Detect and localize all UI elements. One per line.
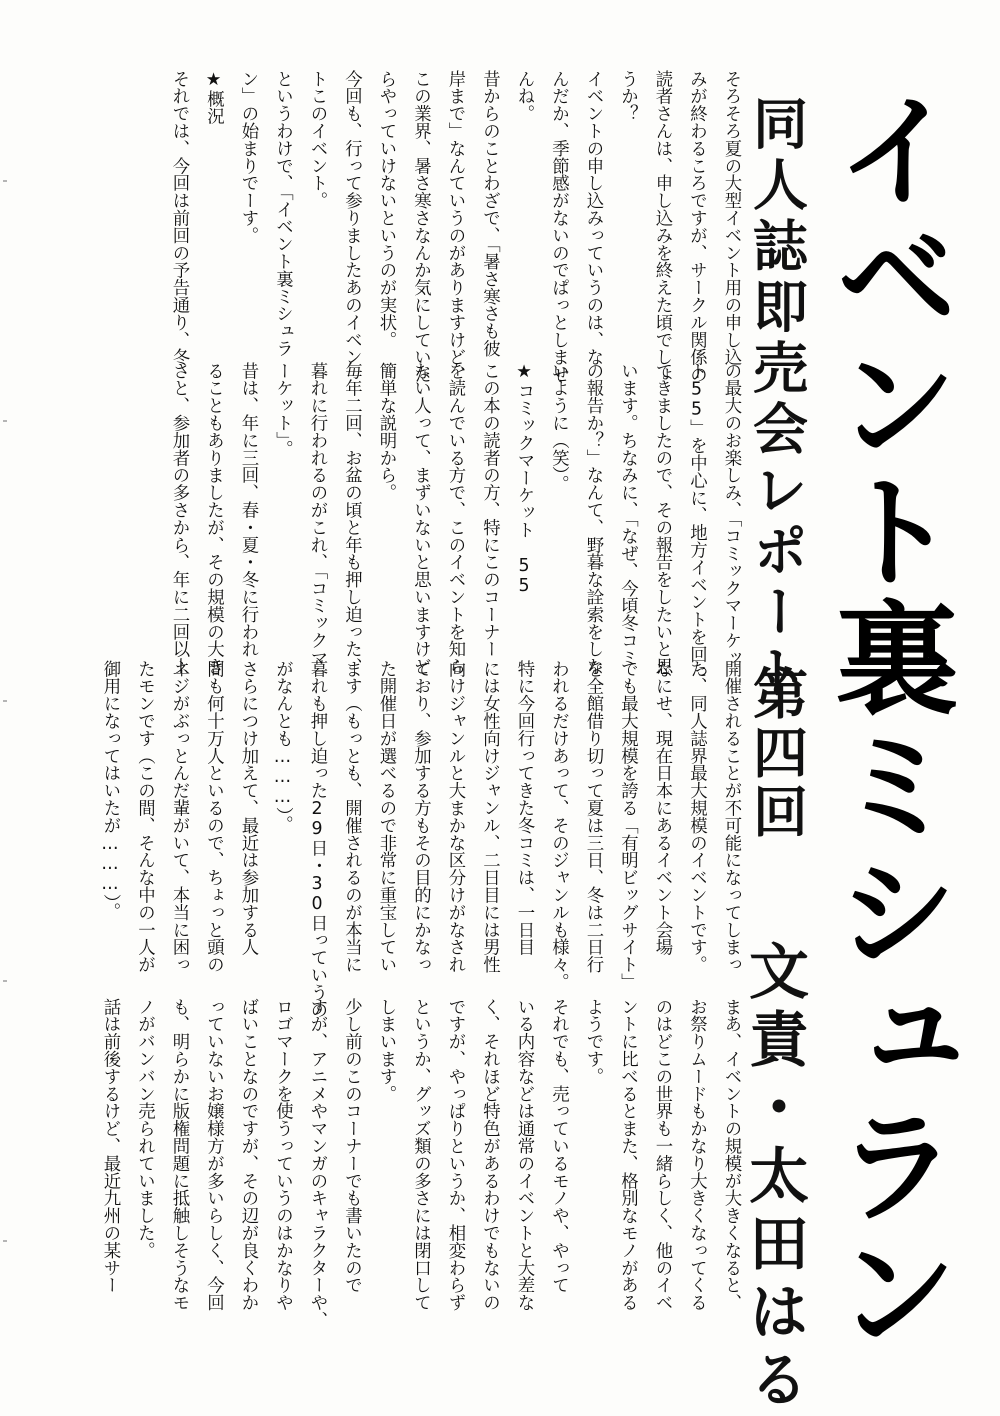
article-title: イベント裏ミシュラン	[814, 86, 958, 1356]
text-line: ト55」を中心に、地方イベントを回っ	[686, 362, 707, 681]
text-line: われるだけあって、そのジャンルも様々。	[548, 660, 569, 991]
article-author: 文責・太田はる	[739, 940, 809, 1416]
text-line: 向けジャンルと大まかな区分けがなされ	[445, 660, 465, 974]
text-line: というわけで、「イベント裏ミシュラ	[272, 70, 293, 358]
text-line: らやっていけないというのが実状。	[376, 70, 396, 349]
text-line: すが、アニメやマンガのキャラクターや、	[307, 998, 327, 1329]
text-line: イベントの申し込みっていうのは、な	[583, 70, 603, 366]
text-line: さらにつけ加えて、最近は参加する人	[238, 660, 258, 956]
scan-edge-mark	[3, 420, 7, 422]
text-line: の最大のお楽しみ、「コミックマーケッ	[721, 362, 741, 667]
text-line: 御用になってはいたが………）。	[100, 660, 120, 921]
text-line: を全館借り切って夏は三日、冬は二日行	[583, 660, 603, 974]
text-line: いように（笑）。	[548, 362, 569, 493]
text-line: た、同人誌界最大規模のイベントです。	[686, 660, 707, 974]
text-line: ており、参加する方もその目的にかなっ	[410, 660, 431, 974]
text-line: んね。	[514, 70, 534, 123]
text-line: んだか、季節感がないのでぱっとしませ	[548, 70, 569, 384]
text-line: てきましたので、その報告をしたいと思	[652, 362, 672, 676]
text-line: さと、参加者の多さから、年に二回以上	[169, 362, 189, 676]
scan-edge-mark	[3, 1240, 7, 1242]
text-line: 毎年二回、お盆の頃と年も押し迫った、	[341, 362, 362, 676]
text-column-1	[162, 70, 749, 383]
text-line: を読んでいる方で、このイベントを知ら	[445, 362, 465, 676]
text-line: 暮れも押し迫った29日・30日っていうの	[307, 660, 327, 1019]
scan-edge-mark	[3, 980, 7, 982]
text-line: それでも、売っているモノや、やって	[548, 998, 569, 1294]
text-line: ます（もっとも、開催されるのが本当に	[341, 660, 362, 974]
text-line: なにせ、現在日本にあるイベント会場	[652, 660, 672, 956]
article-issue: 第四回	[744, 665, 808, 842]
text-column-3	[93, 660, 749, 1018]
text-line: ン」の始まりでーす。	[238, 70, 258, 244]
text-line: 簡単な説明から。	[376, 362, 396, 502]
section-heading: ★コミックマーケット 55	[514, 362, 534, 596]
text-column-4	[93, 998, 749, 1329]
text-line: というか、グッズ類の多さには閉口して	[410, 998, 431, 1312]
text-line: 開催されることが不可能になってしまっ	[721, 660, 741, 974]
text-line: まあ、イベントの規模が大きくなると、	[721, 998, 741, 1312]
text-line: ーケット」。	[272, 362, 293, 458]
text-line: お祭りムードもかなり大きくなってくる	[686, 998, 707, 1312]
text-line: います。ちなみに、「なぜ、今頃冬コミ	[617, 362, 638, 667]
text-line: 暮れに行われるのがこれ、「コミックマ	[307, 362, 327, 667]
text-line: この本の読者の方、特にこのコーナー	[479, 362, 500, 658]
text-line: たモンです（この間、そんな中の一人が	[134, 660, 155, 974]
text-line: それでは、今回は前回の予告通り、冬	[169, 70, 189, 366]
text-line: 読者さんは、申し込みを終えた頃でしょ	[652, 70, 672, 384]
text-line: っていないお嬢様方が多いらしく、今回	[203, 998, 224, 1312]
text-line: 昔からのことわざで、「暑さ寒さも彼	[479, 70, 500, 358]
text-line: がなんとも………）。	[272, 660, 293, 834]
text-line: ですが、やっぱりというか、相変わらず	[445, 998, 465, 1312]
text-line: 特に今回行ってきた冬コミは、一日目	[514, 660, 534, 956]
text-line: 少し前のこのコーナーでも書いたので	[341, 998, 362, 1294]
text-line: ノがバンバン売られていました。	[134, 998, 155, 1259]
scan-edge-mark	[3, 700, 7, 702]
text-line: しまいます。	[376, 998, 396, 1103]
text-line: ない人って、まずいないと思いますけど	[410, 362, 431, 676]
section-heading: ★概況	[203, 70, 224, 125]
text-line: のはどこの世界も一緒らしく、他のイベ	[652, 998, 672, 1312]
text-line: には女性向けジャンル、二日目には男性	[479, 660, 500, 974]
text-line: も、明らかに版権問題に抵触しそうなモ	[169, 998, 189, 1312]
text-line: みが終わるころですが、サークル関係の	[686, 70, 707, 384]
article-subtitle: 同人誌即売会レポート	[744, 95, 808, 705]
text-line: く、それほど特色があるわけでもないの	[479, 998, 500, 1312]
text-line: いる内容などは通常のイベントと大差な	[514, 998, 534, 1312]
text-line: うか？	[617, 70, 638, 123]
scan-edge-mark	[3, 180, 7, 182]
text-line: でも最大規模を誇る「有明ビッグサイト」	[617, 660, 638, 991]
text-line: 岸まで」なんていうのがありますけど、	[445, 70, 465, 384]
text-line: の報告か？」なんて、野暮な詮索をしな	[583, 362, 603, 676]
text-line: ることもありましたが、その規模の大き	[203, 362, 224, 676]
text-line: ばいことなのですが、その辺が良くわか	[238, 998, 258, 1312]
text-line: ようです。	[583, 998, 603, 1085]
text-line: ロゴマークを使うっていうのはかなりや	[272, 998, 293, 1312]
text-line: この業界、暑さ寒さなんか気にしていた	[410, 70, 431, 384]
text-column-2	[162, 362, 749, 680]
text-line: 昔は、年に三回、春・夏・冬に行われ	[238, 362, 258, 658]
text-line: トこのイベント。	[307, 70, 327, 210]
text-line: 今回も、行って参りましたあのイベン	[341, 70, 362, 366]
text-line: 話は前後するけど、最近九州の某サー	[100, 998, 120, 1294]
text-line: ネジがぶっとんだ輩がいて、本当に困っ	[169, 660, 189, 974]
text-line: 間も何十万人といるので、ちょっと頭の	[203, 660, 224, 974]
text-line: そろそろ夏の大型イベント用の申し込	[721, 70, 741, 366]
text-line: た開催日が選べるので非常に重宝してい	[376, 660, 396, 974]
text-line: ントに比べるとまた、格別なモノがある	[617, 998, 638, 1312]
